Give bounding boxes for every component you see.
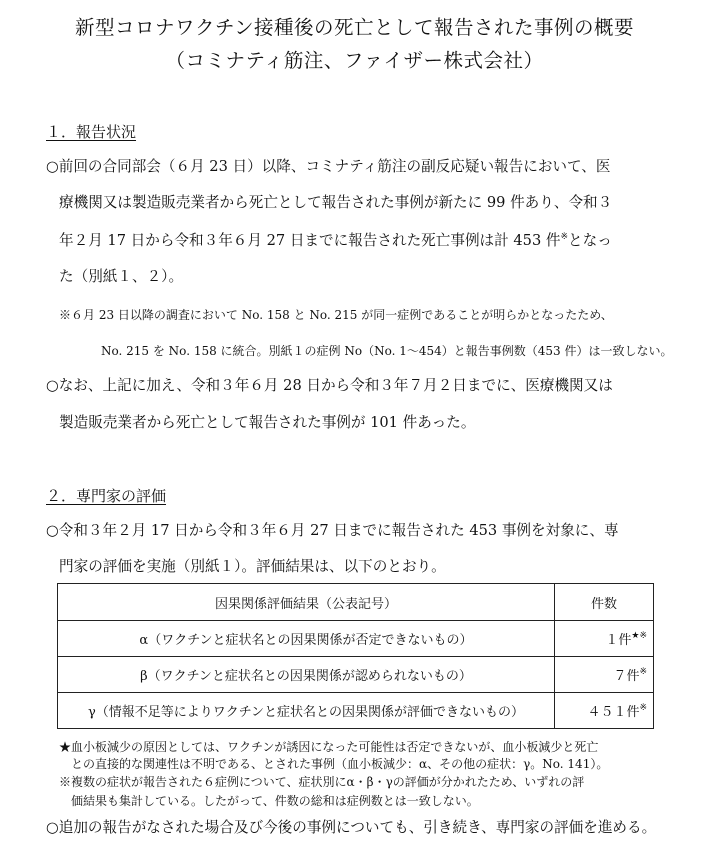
document-title: 新型コロナワクチン接種後の死亡として報告された事例の概要	[74, 16, 635, 39]
s1-para1-line3-tail: となっ	[568, 232, 612, 249]
s1-note-line2: No. 215 を No. 158 に統合。別紙１の症例 No（No. 1～454）と報告事例数（453 件）は一致しない。	[101, 344, 673, 358]
row-beta-label: β（ワクチンと症状名との因果関係が認められないもの）	[58, 657, 555, 693]
s2-note-line1: ★血小板減少の原因としては、ワクチンが誘因になった可能性は否定できないが、血小板減少と死亡	[59, 740, 599, 754]
row-gamma-mark: ※	[639, 703, 647, 713]
section2-heading: ２．専門家の評価	[46, 487, 167, 505]
s2-note-line2: との直接的な関連性は不明である、とされた事例（血小板減少：α、その他の症状：γ。No. 141）。	[71, 757, 609, 771]
s2-note-line3: ※複数の症状が報告された６症例について、症状別にα・β・γの評価が分かれたため、いずれの評	[59, 775, 585, 789]
s2-para1-line2: 門家の評価を実施（別紙１）。評価結果は、以下のとおり。	[59, 558, 446, 575]
s1-para1-line1: ○前回の合同部会（６月 23 日）以降、コミナティ筋注の副反応疑い報告において、医	[46, 158, 611, 175]
row-alpha-count-value: １件	[605, 633, 632, 648]
s1-para1-note-mark: ※	[560, 232, 569, 242]
s1-para2-line1: ○なお、上記に加え、令和３年６月 28 日から令和３年７月２日までに、医療機関又は	[46, 377, 613, 394]
s2-note-line4: 価結果も集計している。したがって、件数の総和は症例数とは一致しない。	[71, 794, 479, 808]
s1-para1-line3-text: 年２月 17 日から令和３年６月 27 日までに報告された死亡事例は計 453 件	[59, 232, 561, 249]
header-count: 件数	[555, 584, 654, 621]
row-alpha-mark: ★※	[631, 631, 647, 641]
s1-note-line1: ※６月 23 日以降の調査において No. 158 と No. 215 が同一症例であることが明らかとなったため、	[59, 308, 613, 322]
s1-para1-line4: た（別紙１、２）。	[59, 268, 184, 285]
row-gamma-label: γ（情報不足等によりワクチンと症状名との因果関係が評価できないもの）	[58, 693, 555, 729]
s1-para1-line2: 療機関又は製造販売業者から死亡として報告された事例が新たに 99 件あり、令和３	[59, 194, 613, 211]
row-beta-count	[555, 657, 654, 693]
s1-para1-line3	[59, 229, 612, 250]
s2-closing: ○追加の報告がなされた場合及び今後の事例についても、引き続き、専門家の評価を進める。	[46, 819, 657, 836]
s2-para1-line1: ○令和３年２月 17 日から令和３年６月 27 日までに報告された 453 事例を対象に、専	[46, 522, 619, 539]
table-header-row	[58, 584, 654, 621]
row-alpha-count	[555, 621, 654, 657]
row-gamma-count	[555, 693, 654, 729]
evaluation-table	[57, 583, 654, 729]
row-beta-mark: ※	[639, 667, 647, 677]
s1-para2-line2: 製造販売業者から死亡として報告された事例が 101 件あった。	[59, 414, 476, 431]
table-row	[58, 693, 654, 729]
table-row	[58, 621, 654, 657]
row-gamma-count-value: ４５１件	[587, 705, 640, 720]
document-subtitle: （コミナティ筋注、ファイザー株式会社）	[165, 49, 544, 72]
table-row	[58, 657, 654, 693]
row-beta-count-value: ７件	[613, 669, 640, 684]
header-result: 因果関係評価結果（公表記号）	[58, 584, 555, 621]
section1-heading: １．報告状況	[46, 123, 137, 141]
row-alpha-label: α（ワクチンと症状名との因果関係が否定できないもの）	[58, 621, 555, 657]
